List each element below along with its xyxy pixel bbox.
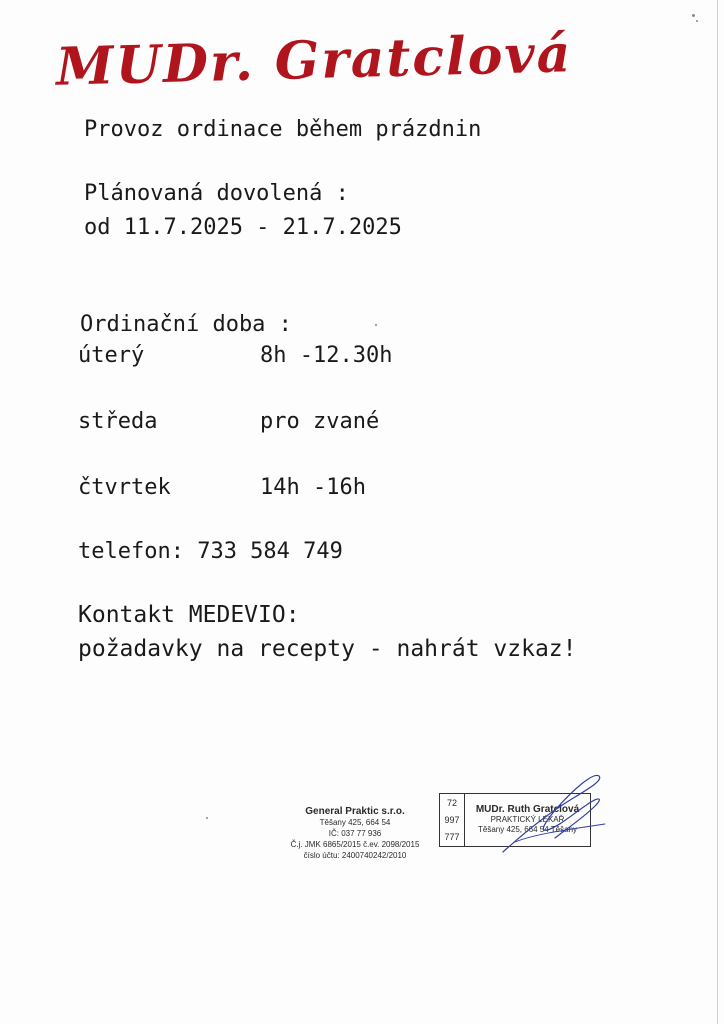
prescription-request-note: požadavky na recepty - nahrát vzkaz! xyxy=(78,636,577,662)
scan-speck xyxy=(692,14,695,17)
doctor-stamp-numbers xyxy=(440,794,465,846)
contact-medevio: Kontakt MEDEVIO: xyxy=(78,602,300,628)
stamp-number: 72 xyxy=(446,797,457,808)
schedule-day: čtvrtek xyxy=(78,475,171,500)
schedule-time: 8h -12.30h xyxy=(260,343,393,368)
stamp-number: 997 xyxy=(444,814,460,825)
schedule-time: pro zvané xyxy=(260,409,380,434)
company-stamp xyxy=(280,806,430,861)
vacation-range: od 11.7.2025 - 21.7.2025 xyxy=(84,215,402,240)
vacation-label: Plánovaná dovolená : xyxy=(84,181,349,206)
office-hours-label: Ordinační doba : xyxy=(80,312,292,337)
schedule-day: úterý xyxy=(78,343,145,368)
scan-speck xyxy=(375,324,377,326)
page-edge xyxy=(717,0,718,1024)
doctor-name: MUDr. Ruth Gratclová xyxy=(475,804,580,815)
signature-icon xyxy=(495,772,610,857)
company-reg: Č.j. JMK 6865/2015 č.ev. 2098/2015 xyxy=(290,840,420,849)
company-account: číslo účtu: 2400740242/2010 xyxy=(303,851,407,860)
stamp-number: 777 xyxy=(444,832,460,843)
notice-subtitle: Provoz ordinace během prázdnin xyxy=(84,117,482,142)
doctor-role: PRAKTICKÝ LÉKAŘ xyxy=(490,815,565,824)
company-address: Těšany 425, 664 54 xyxy=(319,818,391,827)
scan-speck xyxy=(206,817,208,819)
scan-speck xyxy=(696,20,698,22)
doctor-address: Těšany 425, 664 54 Těšany xyxy=(477,825,578,834)
schedule-day: středa xyxy=(78,409,158,434)
company-ic: IČ: 037 77 936 xyxy=(328,829,382,838)
company-name: General Praktic s.r.o. xyxy=(305,806,405,817)
phone-number: telefon: 733 584 749 xyxy=(78,539,343,564)
schedule-time: 14h -16h xyxy=(260,475,366,500)
handwritten-doctor-name: MUDr. Gratclová xyxy=(55,23,574,98)
